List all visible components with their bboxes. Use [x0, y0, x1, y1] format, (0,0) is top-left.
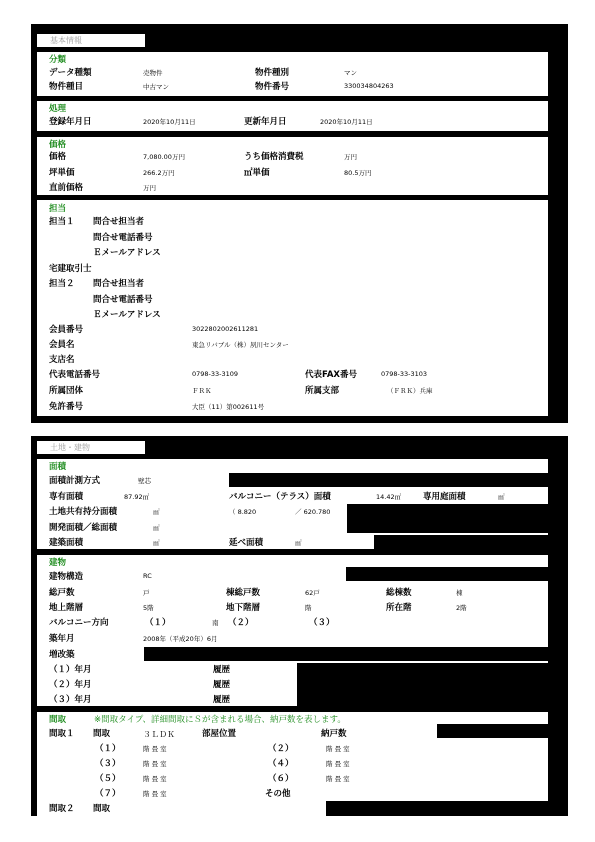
- prop-kind-label: 物件種別: [255, 68, 290, 78]
- storage-label: 納戸数: [321, 729, 347, 739]
- menseki-blackout-3: [374, 535, 548, 549]
- m2-price-label: ㎡単価: [244, 168, 270, 178]
- tsubo-price-label: 坪単価: [49, 168, 75, 178]
- member-no-label: 会員番号: [49, 325, 84, 335]
- tax-label: うち価格消費税: [244, 152, 304, 162]
- total-units-label: 総戸数: [49, 588, 75, 598]
- contact-tel-label-2: 問合せ電話番号: [93, 295, 153, 305]
- member-no-value: 3022802002611281: [192, 325, 259, 333]
- fax-label: 代表FAX番号: [305, 370, 357, 380]
- prop-kind-value: マン: [344, 69, 357, 77]
- structure-value: RC: [143, 572, 152, 580]
- room5-unit: 階 畳 室: [143, 775, 167, 783]
- contact-person-label-1: 問合せ担当者: [93, 217, 145, 227]
- kakaku-heading: 価格: [49, 140, 67, 150]
- bldg-count-label: 総棟数: [386, 588, 412, 598]
- reform-label: 増改築: [49, 650, 75, 660]
- m2-price-value: 80.5万円: [344, 169, 372, 177]
- shori-heading: 処理: [49, 104, 67, 114]
- tatemono-blackout-2: [144, 647, 548, 661]
- dev-area-label: 開発面積／総面積: [49, 523, 118, 533]
- room2-label: （２）: [268, 744, 294, 754]
- madori1-label: 間取１: [49, 729, 75, 739]
- build-area-label: 建築面積: [49, 538, 84, 548]
- email-label-1: Ｅメールアドレス: [93, 248, 161, 258]
- total-units-value: 戸: [143, 589, 150, 597]
- tel-value: 0798-33-3109: [192, 370, 239, 378]
- room7-label: （７）: [95, 789, 121, 799]
- section-tab-land[interactable]: 土地・建物: [37, 441, 145, 454]
- tel-label: 代表電話番号: [49, 370, 101, 380]
- balcony-dir-label: バルコニー方向: [49, 618, 109, 628]
- takken-label: 宅建取引士: [49, 264, 92, 274]
- room6-label: （６）: [268, 774, 294, 784]
- group-branch-label: 所属支部: [305, 386, 340, 396]
- member-name-label: 会員名: [49, 340, 75, 350]
- upd-date-value: 2020年10月11日: [320, 118, 373, 126]
- contact-tel-label-1: 問合せ電話番号: [93, 233, 153, 243]
- prop-no-value: 330034804263: [344, 82, 394, 90]
- reg-date-label: 登録年月日: [49, 117, 92, 127]
- built-label: 築年月: [49, 634, 75, 644]
- above-floors-label: 地上階層: [49, 603, 84, 613]
- prop-item-label: 物件種目: [49, 82, 84, 92]
- tatemono-blackout-3: [297, 663, 548, 677]
- tanto2-label: 担当２: [49, 279, 75, 289]
- method-value: 壁芯: [138, 477, 151, 485]
- garden-area-value: ㎡: [498, 493, 505, 501]
- area-label: 専有面積: [49, 492, 84, 502]
- garden-area-label: 専用庭面積: [423, 492, 466, 502]
- room1-unit: 階 畳 室: [143, 745, 167, 753]
- madori-panel: [37, 712, 548, 816]
- room3-unit: 階 畳 室: [143, 760, 167, 768]
- room7-unit: 階 畳 室: [143, 790, 167, 798]
- history3-label: 履歴: [213, 695, 231, 705]
- bunrui-heading: 分類: [49, 55, 67, 65]
- prop-item-value: 中古マン: [143, 83, 169, 91]
- price-value: 7,080.00万円: [143, 153, 185, 161]
- dir2-label: （２）: [228, 618, 254, 628]
- upd-date-label: 更新年月日: [244, 117, 287, 127]
- branch-label: 支店名: [49, 355, 75, 365]
- built-value: 2008年（平成20年）6月: [143, 635, 218, 643]
- reform3-label: （３）年月: [49, 695, 92, 705]
- group-label: 所属団体: [49, 386, 84, 396]
- below-floors-value: 階: [305, 604, 312, 612]
- reform1-label: （１）年月: [49, 665, 92, 675]
- tsubo-price-value: 266.2万円: [143, 169, 175, 177]
- menseki-blackout-1: [229, 473, 548, 487]
- dir1-label: （１）: [145, 618, 171, 628]
- data-type-value: 売物件: [143, 69, 163, 77]
- floor-total-value: ㎡: [295, 539, 302, 547]
- history2-label: 履歴: [213, 680, 231, 690]
- shori-panel: [37, 101, 548, 131]
- bunrui-panel: [37, 52, 548, 96]
- prev-price-value: 万円: [143, 184, 156, 192]
- madori-blackout-2: [326, 801, 548, 816]
- email-label-2: Ｅメールアドレス: [93, 310, 161, 320]
- tatemono-heading: 建物: [49, 558, 67, 568]
- balcony-area-label: バルコニー（テラス）面積: [229, 492, 331, 502]
- floor-total-label: 延べ面積: [229, 538, 264, 548]
- tanto-panel: [37, 200, 548, 416]
- above-floors-value: 5階: [143, 604, 154, 612]
- fax-value: 0798-33-3103: [381, 370, 428, 378]
- land-share-label: 土地共有持分面積: [49, 507, 118, 517]
- room4-unit: 階 畳 室: [326, 760, 350, 768]
- floor-value: 2階: [456, 604, 467, 612]
- room6-unit: 階 畳 室: [326, 775, 350, 783]
- section-tab-basic[interactable]: 基本情報: [37, 34, 145, 47]
- group-branch-value: （ＦＲＫ）兵庫: [387, 387, 433, 395]
- bldg-units-value: 62戸: [305, 589, 320, 597]
- tatemono-blackout-1: [346, 567, 548, 581]
- dir3-label: （３）: [309, 618, 335, 628]
- reform2-label: （２）年月: [49, 680, 92, 690]
- tanto1-label: 担当１: [49, 217, 75, 227]
- license-value: 大臣（11）第002611号: [192, 403, 265, 411]
- build-area-value: ㎡: [153, 539, 160, 547]
- dev-area-value: ㎡: [153, 524, 160, 532]
- bldg-count-value: 棟: [456, 589, 463, 597]
- menseki-blackout-2: [347, 504, 548, 533]
- dir1-value: 南: [212, 619, 219, 627]
- contact-person-label-2: 問合せ担当者: [93, 279, 145, 289]
- room1-label: （１）: [95, 744, 121, 754]
- room2-unit: 階 畳 室: [326, 745, 350, 753]
- madori-blackout-1: [437, 724, 548, 738]
- room3-label: （３）: [95, 759, 121, 769]
- menseki-panel: [37, 459, 548, 549]
- tanto-heading: 担当: [49, 204, 67, 214]
- room-pos-label: 部屋位置: [202, 729, 237, 739]
- tatemono-blackout-5: [297, 691, 548, 706]
- madori-heading: 間取: [49, 715, 67, 725]
- bldg-units-label: 棟総戸数: [226, 588, 261, 598]
- data-type-label: データ種類: [49, 68, 92, 78]
- madori2-type-label: 間取: [93, 804, 111, 814]
- tax-value: 万円: [344, 153, 357, 161]
- land-share-value: ㎡: [153, 508, 160, 516]
- kakaku-panel: [37, 137, 548, 195]
- share-numerator: （ 8.820: [229, 508, 257, 516]
- madori-type-label: 間取: [93, 729, 111, 739]
- prev-price-label: 直前価格: [49, 183, 84, 193]
- history1-label: 履歴: [213, 665, 231, 675]
- area-value: 87.92㎡: [124, 493, 150, 501]
- tatemono-panel: [37, 555, 548, 706]
- room4-label: （４）: [268, 759, 294, 769]
- menseki-heading: 面積: [49, 462, 67, 472]
- license-label: 免許番号: [49, 402, 84, 412]
- member-name-value: 東急リバブル（株）夙川センター: [192, 341, 289, 349]
- group-value: ＦＲＫ: [192, 387, 212, 395]
- tatemono-blackout-4: [297, 677, 548, 691]
- floor-label: 所在階: [386, 603, 412, 613]
- share-close: ）: [361, 508, 368, 516]
- reg-date-value: 2020年10月11日: [143, 118, 196, 126]
- madori-note: ※間取タイプ、詳細間取にＳが含まれる場合、納戸数を表します。: [94, 715, 346, 725]
- below-floors-label: 地下階層: [226, 603, 261, 613]
- other-label: その他: [265, 789, 291, 799]
- balcony-area-value: 14.42㎡: [376, 493, 402, 501]
- room5-label: （５）: [95, 774, 121, 784]
- madori-type-value: ３ＬＤＫ: [143, 730, 175, 739]
- method-label: 面積計測方式: [49, 476, 101, 486]
- prop-no-label: 物件番号: [255, 82, 290, 92]
- madori2-label: 間取２: [49, 804, 75, 814]
- share-denominator: ／ 620.780: [295, 508, 331, 516]
- price-label: 価格: [49, 152, 67, 162]
- structure-label: 建物構造: [49, 572, 84, 582]
